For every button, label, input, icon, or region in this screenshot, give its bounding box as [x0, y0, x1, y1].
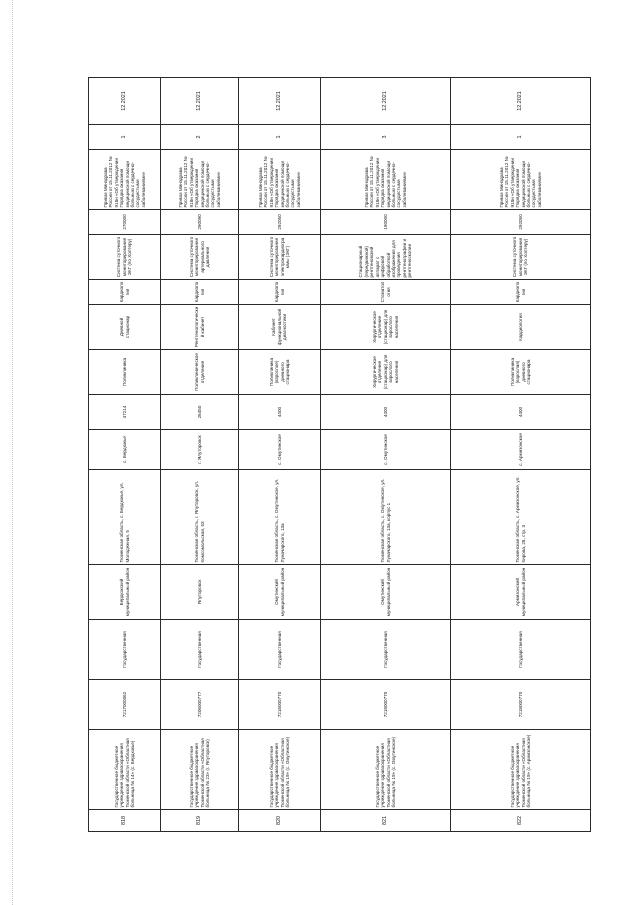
district-cell: Ялуторовск: [161, 565, 239, 620]
settlement-cell: с. Армизонское: [451, 430, 591, 470]
quantity-cell: 3: [321, 125, 451, 150]
row-number: 819: [161, 810, 239, 832]
inn-cell: 7218000770: [451, 680, 591, 730]
inn-cell: 7218000770: [239, 680, 321, 730]
institution-name: Государственное бюджетное учреждение здравоохранения Тюменской области «Областная больница № 19» (с. Омутинское): [321, 730, 451, 810]
basis-cell: Приказ Минздрава России от 15.11.2012 № 918н «Об утверждении Порядка оказания медицинской помощи больным с сердечно-сосудистыми заболеваниями»: [239, 150, 321, 210]
okato-cell: 4400: [451, 395, 591, 430]
district-cell: Бердюжский муниципальный район: [89, 565, 161, 620]
address-cell: Тюменская область, г. Ялуторовск, ул. Комсомольская, 53: [161, 470, 239, 565]
department-cell: Хирургическое отделение (стационар) для взрослого населения: [321, 305, 451, 350]
unit-cell: Поликлиника (взрослое) дневного стационара: [239, 350, 321, 395]
ownership-cell: Государственная: [161, 620, 239, 680]
okato-cell: 4400: [321, 395, 451, 430]
date-cell: 12.2021: [451, 78, 591, 125]
institution-name: Государственное бюджетное учреждение здравоохранения Тюменской области «Областная больница № 19» (с. Армизонское): [451, 730, 591, 810]
code-cell: 270000: [89, 210, 161, 235]
profile-cell: Стоматология: [321, 280, 451, 305]
table-row: [321, 78, 451, 832]
ownership-cell: Государственная: [451, 620, 591, 680]
row-number: 818: [89, 810, 161, 832]
date-cell: 12.2021: [161, 78, 239, 125]
unit-cell: Поликлиническое отделение: [161, 350, 239, 395]
quantity-cell: 1: [89, 125, 161, 150]
code-cell: 190000: [321, 210, 451, 235]
unit-cell: Хирургическое отделение (стационар) для взрослого населения: [321, 350, 451, 395]
quantity-cell: 1: [451, 125, 591, 150]
equipment-cell: Система суточного мониторирования артериального давления: [161, 235, 239, 280]
inn-cell: 7217000062: [89, 680, 161, 730]
department-cell: Рентгенологический кабинет: [161, 305, 239, 350]
date-cell: 12.2021: [239, 78, 321, 125]
table-row: [161, 78, 239, 832]
department-cell: Дневной стационар: [89, 305, 161, 350]
address-cell: Тюменская область, с. Омутинское, ул. Луначарского, 13а: [239, 470, 321, 565]
profile-cell: Кардиология: [451, 280, 591, 305]
basis-cell: Приказ Минздрава России от 15.11.2012 № 918н «Об утверждении Порядка оказания медицинской помощи больным с сердечно-сосудистыми заболеваниями»: [89, 150, 161, 210]
rotated-table-container: [88, 78, 590, 832]
district-cell: Омутинский муниципальный район: [321, 565, 451, 620]
district-cell: Армизонский муниципальный район: [451, 565, 591, 620]
unit-cell: Поликлиника: [89, 350, 161, 395]
date-cell: 12.2021: [321, 78, 451, 125]
address-cell: Тюменская область, с. Бердюжье, ул. Молодежная, 5: [89, 470, 161, 565]
basis-cell: Приказ Минздрава России от 15.11.2012 № 918н «Об утверждении Порядка оказания медицинской помощи больным с сердечно-сосудистыми заболеваниями»: [321, 150, 451, 210]
settlement-cell: с. Омутинское: [321, 430, 451, 470]
ownership-cell: Государственная: [321, 620, 451, 680]
row-number: 820: [239, 810, 321, 832]
equipment-cell: Система суточного мониторирования ЭКГ (по Холтеру): [89, 235, 161, 280]
equipment-cell: Система суточного мониторирования электрокардиограммы (ЭКГ): [239, 235, 321, 280]
settlement-cell: с. Бердюжье: [89, 430, 161, 470]
institution-name: Государственное бюджетное учреждение здравоохранения Тюменской области «Областная больница № 14» (с. Бердюжье): [89, 730, 161, 810]
quantity-cell: 2: [161, 125, 239, 150]
profile-cell: Кардиология: [239, 280, 321, 305]
equipment-cell: Система суточного мониторирования ЭКГ (по Холтеру): [451, 235, 591, 280]
ownership-cell: Государственная: [239, 620, 321, 680]
date-cell: 12.2021: [89, 78, 161, 125]
inn-cell: 7206000777: [161, 680, 239, 730]
address-cell: Тюменская область, с. Армизонское, ул. Кирова, 28, стр. 3: [451, 470, 591, 565]
institution-name: Государственное бюджетное учреждение здравоохранения Тюменской области «Областная больница № 23» (г. Ялуторовск): [161, 730, 239, 810]
page-margin-dots: [12, 0, 13, 905]
basis-cell: Приказ Минздрава России от 15.11.2012 № 918н «Об утверждении Порядка оказания медицинской помощи больным с сердечно-сосудистыми заболеваниями»: [161, 150, 239, 210]
ownership-cell: Государственная: [89, 620, 161, 680]
settlement-cell: с. Омутинское: [239, 430, 321, 470]
okato-cell: 4400: [239, 395, 321, 430]
inn-cell: 7218000770: [321, 680, 451, 730]
row-number: 821: [321, 810, 451, 832]
okato-cell: 26450: [161, 395, 239, 430]
equipment-table: [88, 77, 591, 832]
profile-cell: Кардиология: [161, 280, 239, 305]
district-cell: Омутинский муниципальный район: [239, 565, 321, 620]
quantity-cell: 1: [239, 125, 321, 150]
institution-name: Государственное бюджетное учреждение здравоохранения Тюменской области «Областная больница № 19» (с. Омутинское): [239, 730, 321, 810]
code-cell: 290090: [161, 210, 239, 235]
table-row: [89, 78, 161, 832]
department-cell: Кардиология: [451, 305, 591, 350]
table-row: [451, 78, 591, 832]
settlement-cell: г. Ялуторовск: [161, 430, 239, 470]
address-cell: Тюменская область, с. Омутинское, ул. Луначарского, 13а, корпус 1: [321, 470, 451, 565]
okato-cell: 47214: [89, 395, 161, 430]
code-cell: 292050: [239, 210, 321, 235]
unit-cell: Поликлиника (взрослая) дневного стационара: [451, 350, 591, 395]
basis-cell: Приказ Минздрава России от 15.11.2012 № 918н «Об утверждении Порядка оказания медицинской помощи больным с сердечно-сосудистыми заболеваниями»: [451, 150, 591, 210]
code-cell: 292050: [451, 210, 591, 235]
profile-cell: Кардиология: [89, 280, 161, 305]
table-row: [239, 78, 321, 832]
equipment-cell: Стационарный (передвижной) рентгеновский аппарат с цифровой обработкой изображения для проведения рентгенографии и рентгеноскопии: [321, 235, 451, 280]
row-number: 822: [451, 810, 591, 832]
department-cell: Кабинет функциональной диагностики: [239, 305, 321, 350]
